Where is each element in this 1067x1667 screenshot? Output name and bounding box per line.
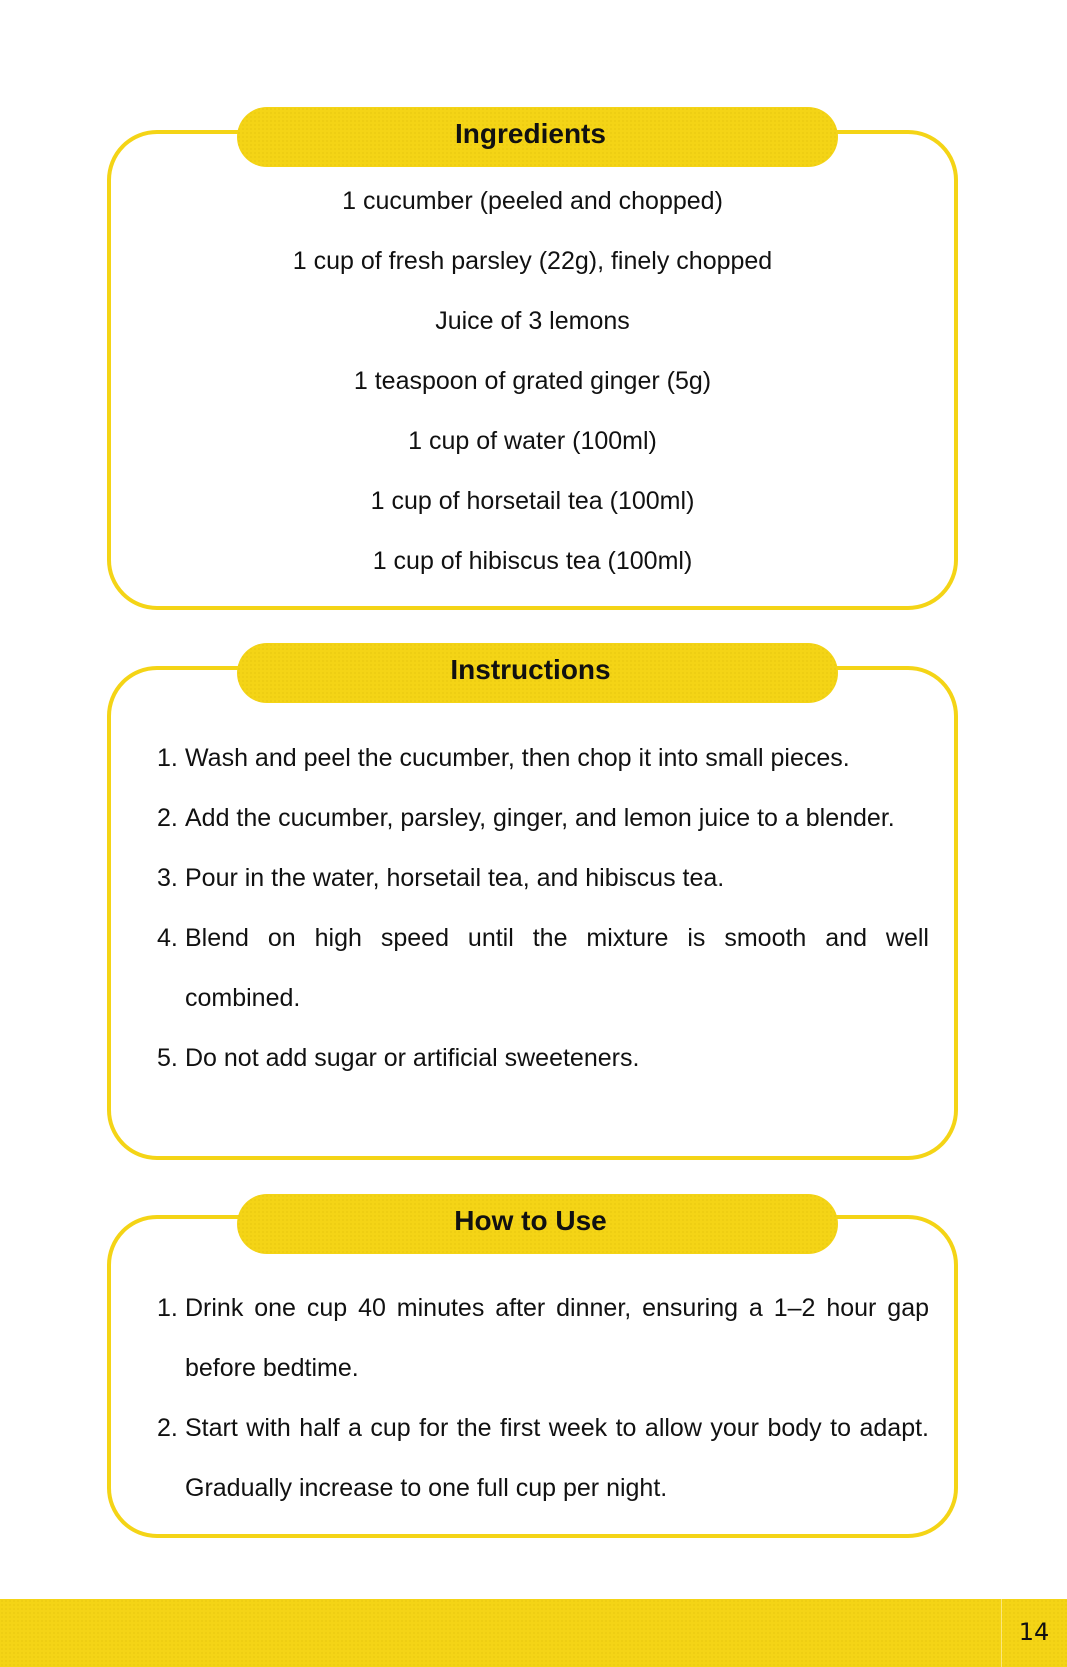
- step-number: 3.: [157, 864, 178, 892]
- instruction-step: [157, 908, 929, 1028]
- step-number: 5.: [157, 1044, 178, 1072]
- step-number: 4.: [157, 924, 178, 952]
- how-to-use-title: How to Use: [454, 1205, 607, 1236]
- step-text: Do not add sugar or artificial sweeteners.: [185, 1044, 640, 1072]
- instruction-step: [157, 728, 929, 788]
- step-text: Add the cucumber, parsley, ginger, and lemon juice to a blender.: [185, 804, 895, 832]
- step-text: Start with half a cup for the first week to allow your body to adapt. Gradually increase to one full cup per night.: [185, 1414, 929, 1502]
- how-to-use-header-pill: [237, 1194, 838, 1254]
- ingredient-item: 1 cup of fresh parsley (22g), finely chopped: [292, 247, 773, 275]
- instruction-step: [157, 848, 929, 908]
- page-footer: [0, 1599, 1067, 1667]
- ingredient-item: 1 cucumber (peeled and chopped): [342, 187, 723, 215]
- ingredients-title: Ingredients: [455, 118, 606, 149]
- ingredient-item: 1 cup of water (100ml): [408, 427, 657, 455]
- step-number: 1.: [157, 1294, 178, 1322]
- step-number: 2.: [157, 1414, 178, 1442]
- step-number: 2.: [157, 804, 178, 832]
- ingredient-item: 1 cup of horsetail tea (100ml): [370, 487, 695, 515]
- how-to-use-list: [157, 1278, 929, 1518]
- ingredient-item: Juice of 3 lemons: [435, 307, 630, 335]
- step-text: Pour in the water, horsetail tea, and hibiscus tea.: [185, 864, 725, 892]
- instructions-title: Instructions: [450, 654, 611, 685]
- usage-step: [157, 1398, 929, 1518]
- ingredient-item: 1 cup of hibiscus tea (100ml): [372, 547, 693, 575]
- step-text: Blend on high speed until the mixture is smooth and well combined.: [185, 924, 929, 1012]
- instructions-list: [157, 728, 929, 1088]
- ingredients-header-pill: [237, 107, 838, 167]
- step-text: Drink one cup 40 minutes after dinner, ensuring a 1–2 hour gap before bedtime.: [185, 1294, 929, 1382]
- instruction-step: [157, 788, 929, 848]
- step-number: 1.: [157, 744, 178, 772]
- ingredients-list: [107, 171, 958, 591]
- usage-step: [157, 1278, 929, 1398]
- ingredient-item: 1 teaspoon of grated ginger (5g): [353, 367, 712, 395]
- page-number: 14: [1018, 1618, 1050, 1646]
- instructions-header-pill: [237, 643, 838, 703]
- step-text: Wash and peel the cucumber, then chop it into small pieces.: [185, 744, 850, 772]
- instruction-step: [157, 1028, 929, 1088]
